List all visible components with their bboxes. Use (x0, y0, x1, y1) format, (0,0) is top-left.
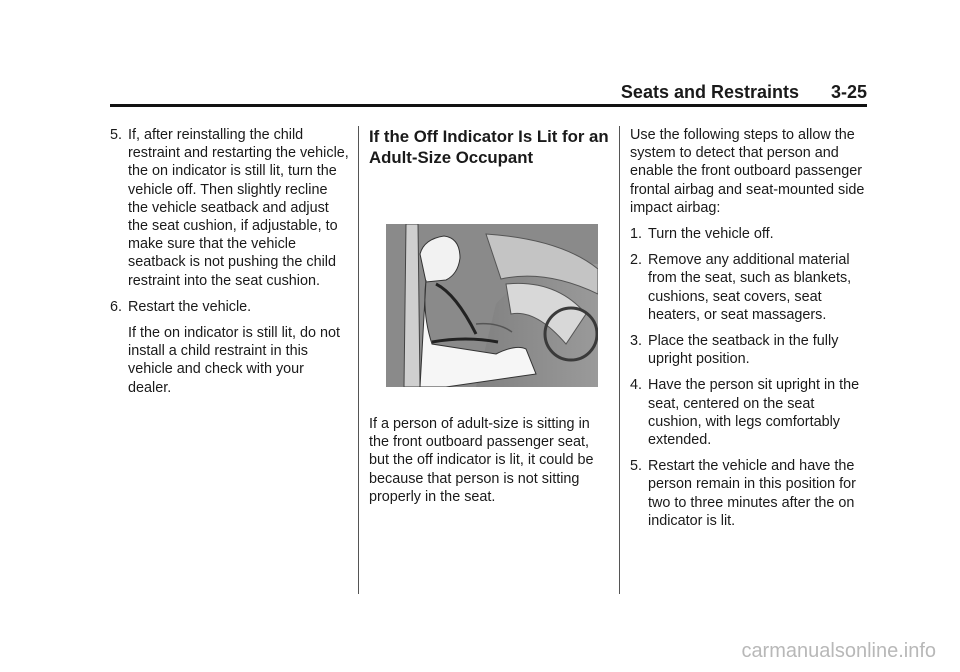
list-item: 5. If, after reinstalling the child restraint and restarting the vehicle, the on indicator is still lit, turn the vehicle off. Then slightly recline the vehicle seatback and adjust the seat cushion, if adjustable, to make sure that the vehicle seatback is not pushing the child restraint into the seat cushion. (110, 127, 349, 289)
list-item: 2. Remove any additional material from the seat, such as blankets, cushions, seat covers, seat heaters, or seat massagers. (630, 252, 852, 323)
occupant-illustration (386, 224, 598, 387)
section-heading: If the Off Indicator Is Lit for an Adult-Size Occupant (369, 127, 609, 167)
column-1 (110, 126, 350, 405)
list-item: 1. Turn the vehicle off. (630, 226, 774, 243)
list-item: 5. Restart the vehicle and have the person remain in this position for two to three minutes after the on indicator is lit. (630, 458, 856, 529)
column-divider (619, 126, 620, 594)
list-item: 3. Place the seatback in the fully upright position. (630, 333, 839, 368)
list-item: 4. Have the person sit upright in the seat, centered on the seat cushion, with legs comfortably extended. (630, 377, 860, 449)
page-header (110, 82, 867, 107)
column-3 (630, 126, 870, 538)
column-2 (369, 126, 609, 514)
figure-caption: If a person of adult-size is sitting in the front outboard passenger seat, but the off indicator is lit, it could be because that person is not sitting properly in the seat. (369, 416, 594, 505)
watermark-logo[interactable]: carmanualsonline.info (741, 640, 936, 662)
note-paragraph: If the on indicator is still lit, do not install a child restraint in this vehicle and check with your dealer. (128, 325, 340, 396)
list-item: 6. Restart the vehicle. (110, 298, 252, 315)
column-divider (358, 126, 359, 594)
section-title: Seats and Restraints (620, 82, 799, 102)
page-number: 3-25 (830, 82, 867, 102)
intro-paragraph: Use the following steps to allow the system to detect that person and enable the front outboard passenger frontal airbag and seat-mounted side impact airbag: (630, 127, 865, 216)
